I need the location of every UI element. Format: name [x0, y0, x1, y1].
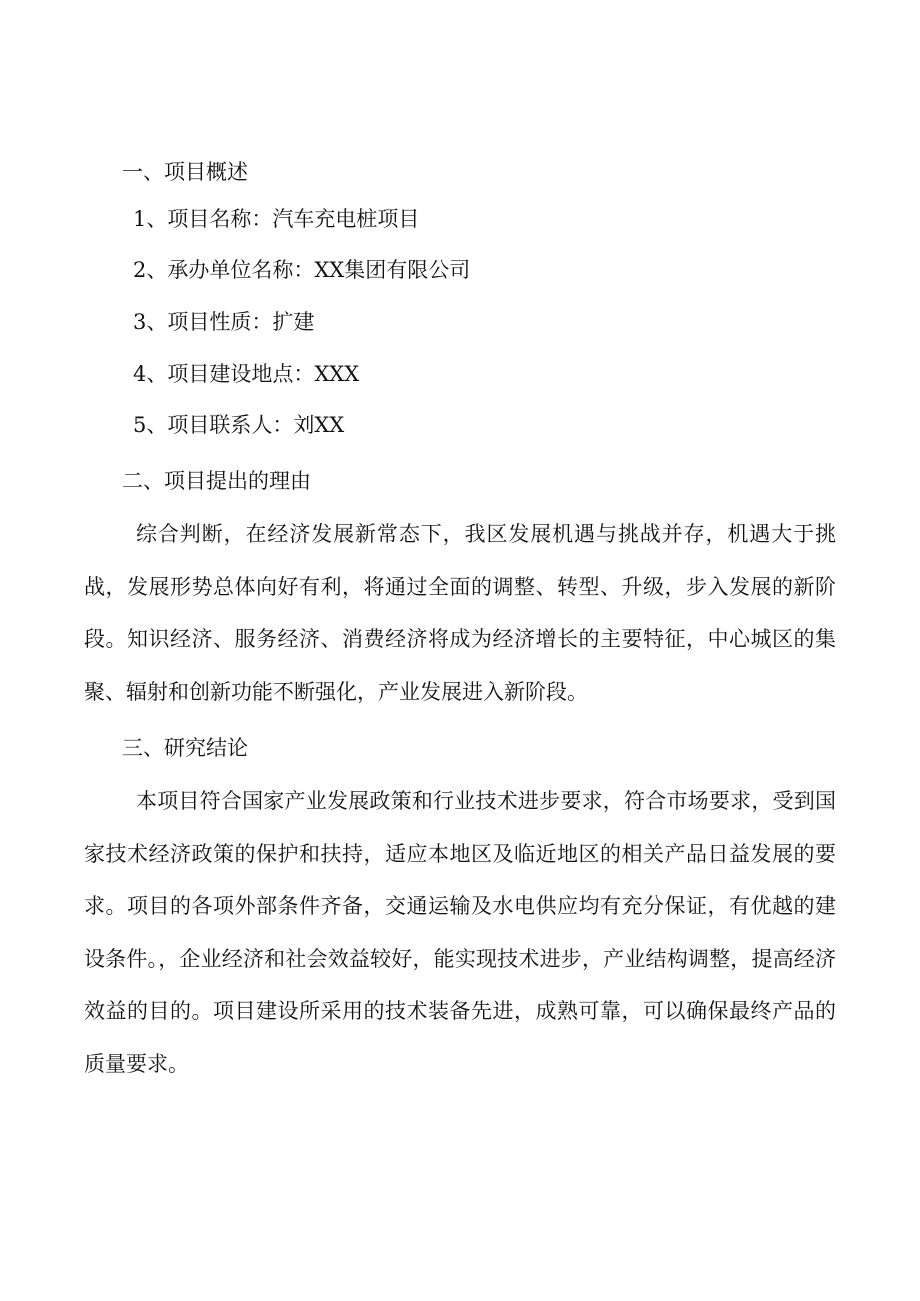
section-3-heading: 三、研究结论: [122, 736, 248, 760]
project-name-item: 1、项目名称：汽车充电桩项目: [133, 207, 420, 231]
contact-person-item: 5、项目联系人：刘XX: [133, 413, 345, 437]
section-2-heading: 二、项目提出的理由: [122, 469, 311, 493]
section-2-paragraph: 综合判断，在经济发展新常态下，我区发展机遇与挑战并存，机遇大于挑战，发展形势总体向好有利，将通过全面的调整、转型、升级，步入发展的新阶段。知识经济、服务经济、消费经济将成为经济增长的主要特征，中心城区的集聚、辐射和创新功能不断强化，产业发展进入新阶段。: [84, 522, 836, 704]
organizer-item: 2、承办单位名称：XX集团有限公司: [133, 258, 471, 282]
project-location-item: 4、项目建设地点：XXX: [133, 362, 360, 386]
section-1-heading: 一、项目概述: [122, 160, 248, 184]
section-3-paragraph: 本项目符合国家产业发展政策和行业技术进步要求，符合市场要求，受到国家技术经济政策的保护和扶持，适应本地区及临近地区的相关产品日益发展的要求。项目的各项外部条件齐备，交通运输及水电供应均有充分保证，有优越的建设条件。，企业经济和社会效益较好，能实现技术进步，产业结构调整，提高经济效益的目的。项目建设所采用的技术装备先进，成熟可靠，可以确保最终产品的质量要求。: [84, 789, 836, 1076]
project-nature-item: 3、项目性质：扩建: [133, 310, 315, 334]
